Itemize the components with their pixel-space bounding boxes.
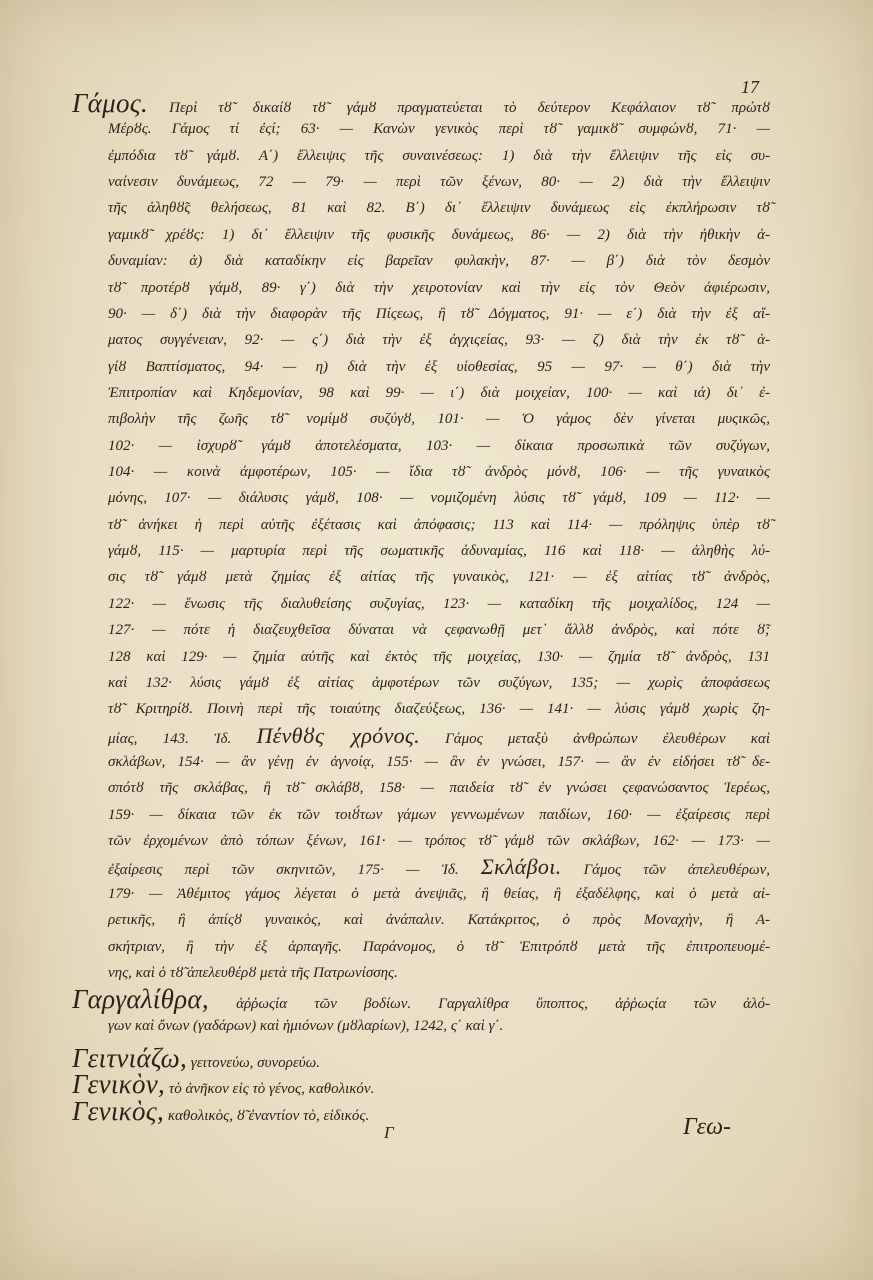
cross-reference-sklavoi: Σκλάβοι. bbox=[480, 854, 562, 880]
geitniazo-entry bbox=[72, 1042, 770, 1073]
headword-gargalithra: Γαργαλίθρα, bbox=[72, 984, 209, 1015]
gamos-line-17: τȣ̃ ἀνήκει ἡ περὶ αὐτῆς ἐξέτασις καὶ ἀπόφασις; 113 καὶ 114· — πρόληψις ὑπὲρ τȣ̃ bbox=[108, 516, 770, 533]
page-number: 17 bbox=[741, 77, 759, 97]
gamos-line-19: σις τȣ̃ γάμȣ μετὰ ζημίας ἐξ αἰτίας τῆς γυναικὸς, 121· — ἐξ αἰτίας τȣ̃ ἀνδρὸς, bbox=[108, 569, 770, 586]
gamos-line-8: τȣ̃ προτέρȣ γάμȣ, 89· γ΄) διὰ τὴν χειροτονίαν καὶ τὴν εἰς τὸν Θεὸν ἀφιέρωσιν, bbox=[108, 279, 770, 296]
gamos-line-24: τȣ̃ Κριτηρίȣ. Ποινὴ περὶ τῆς τοιαύτης διαζεύξεως, 136· — 141· — λύσις γάμȣ χωρὶς ζη- bbox=[108, 701, 770, 718]
headword-geitniazo: Γειτνιάζω, bbox=[72, 1042, 188, 1073]
gamos-line-9: 90· — δ΄) διὰ τὴν διαφορὰν τῆς Πίςεως, ἢ τȣ̃ Δόγματος, 91· — ε΄) διὰ τὴν ἐξ αἵ- bbox=[108, 305, 770, 322]
line-text: Γάμος τῶν ἀπελευθέρων, bbox=[583, 862, 771, 879]
gamos-line-1 bbox=[72, 90, 770, 116]
gamos-line-2: Μέρȣς. Γάμος τί ἐςί; 63· — Κανὼν γενικὸς περὶ τȣ̃ γαμικȣ̃ συμφώνȣ, 71· — bbox=[108, 121, 770, 138]
line-text: Γάμος μεταξὺ ἀνθρώπων ἐλευθέρων καὶ bbox=[445, 730, 770, 747]
gamos-line-13: πιβολὴν τῆς ζωῆς τȣ̃ νομίμȣ συζύγȣ, 101· — Ὁ γάμος δὲν γίνεται μυςικῶς, bbox=[108, 411, 770, 428]
gamos-line-25 bbox=[108, 723, 770, 749]
gamos-line-15: 104· — κοινὰ ἀμφοτέρων, 105· — ἴδια τȣ̃ ἀνδρὸς μόνȣ, 106· — τῆς γυναικὸς bbox=[108, 464, 770, 481]
gamos-line-3: ἐμπόδια τȣ̃ γάμȣ. Α΄) ἔλλειψις τῆς συναινέσεως: 1) διὰ τὴν ἔλλειψιν τῆς εἰς συ- bbox=[108, 147, 770, 164]
genikon-entry bbox=[72, 1069, 770, 1100]
headword-genikos: Γενικὸς, bbox=[72, 1095, 165, 1126]
gamos-line-32: ρετικῆς, ἢ ἀπίςȣ γυναικὸς, καὶ ἀνάπαλιν. Κατάκριτος, ὁ πρὸς Μοναχὴν, ἢ Α- bbox=[108, 912, 770, 929]
headword-gamos: Γάμος. bbox=[72, 88, 149, 118]
gargalithra-line-2: γων καὶ ὄνων (γαδάρων) καὶ ἡμιόνων (μȣλαρίων), 1242, ς΄ καὶ γ΄. bbox=[108, 1017, 504, 1034]
line-text: Περὶ τȣ̃ δικαίȣ τȣ̃ γάμȣ πραγματεύεται τὸ δεύτερον Κεφάλαιον τȣ̃ πρώτȣ bbox=[169, 100, 770, 116]
line-text: τὸ ἀνῆκον εἰς τὸ γένος, καθολικόν. bbox=[168, 1081, 375, 1098]
signature-mark: Γ bbox=[384, 1123, 394, 1142]
line-text: καθολικὸς, ȣ̃ ἐναντίον τὸ, εἰδικός. bbox=[167, 1107, 370, 1124]
headword-genikon: Γενικὸν, bbox=[72, 1069, 166, 1100]
gamos-line-10: ματος συγγένειαν, 92· — ς΄) διὰ τὴν ἐξ ἀγχιςείας, 93· — ζ) διὰ τὴν ἐκ τȣ̃ ἁ- bbox=[108, 332, 770, 349]
gamos-line-14: 102· — ἰσχυρȣ̃ γάμȣ ἀποτελέσματα, 103· — δίκαια προσωπικὰ τῶν συζύγων, bbox=[108, 437, 770, 454]
line-text: μίας, 143. Ἰδ. bbox=[108, 730, 232, 747]
line-text: γειτονεύω, συνορεύω. bbox=[190, 1054, 320, 1071]
gamos-line-18: γάμȣ, 115· — μαρτυρία περὶ τῆς σωματικῆς ἀδυναμίας, 116 καὶ 118· — ἀληθὴς λύ- bbox=[108, 543, 770, 560]
gamos-line-21: 127· — πότε ἡ διαζευχθεῖσα δύναται νὰ ςεφανωθῇ μετ᾽ ἄλλȣ ἀνδρὸς, καὶ πότε ȣ̃; bbox=[108, 622, 770, 639]
gamos-line-31: 179· — Ἀθέμιτος γάμος λέγεται ὁ μετὰ ἀνεψιᾶς, ἢ θείας, ἢ ἐξαδέλφης, καὶ ὁ μετὰ αἱ- bbox=[108, 885, 770, 902]
gamos-line-6: γαμικȣ̃ χρέȣς: 1) δι᾽ ἔλλειψιν τῆς φυσικῆς δυνάμεως, 86· — 2) διὰ τὴν ἠθικὴν ἀ- bbox=[108, 226, 770, 243]
gamos-line-33: σκήτριαν, ἢ τὴν ἐξ ἁρπαγῆς. Παράνομος, ὁ τȣ̃ Ἐπιτρόπȣ μετὰ τῆς ἐπιτροπευομέ- bbox=[108, 938, 770, 955]
gamos-line-4: ναίνεσιν δυνάμεως, 72 — 79· — περὶ τῶν ξένων, 80· — 2) διὰ τὴν ἔλλειψιν bbox=[108, 174, 770, 191]
gargalithra-line-1 bbox=[72, 984, 770, 1015]
gamos-line-28: 159· — δίκαια τῶν ἐκ τῶν τοιȣ́των γάμων γεννωμένων παιδίων, 160· — ἐξαίρεσις περὶ bbox=[108, 806, 770, 823]
line-text: ἀῤῥωςία τῶν βοδίων. Γαργαλίθρα ὕποπτος, ἀῤῥωςία τῶν ἀλό- bbox=[236, 996, 770, 1013]
gamos-line-7: δυναμίαν: ἀ) διὰ καταδίκην εἰς βαρεῖαν φυλακὴν, 87· — β΄) διὰ τὸν δεσμὸν bbox=[108, 253, 770, 270]
gamos-line-22: 128 καὶ 129· — ζημία αὐτῆς καὶ ἐκτὸς τῆς μοιχείας, 130· — ζημία τȣ̃ ἀνδρὸς, 131 bbox=[108, 648, 770, 665]
gamos-line-11: γίȣ Βαπτίσματος, 94· — η) διὰ τὴν ἐξ υἱοθεσίας, 95 — 97· — θ΄) διὰ τὴν bbox=[108, 358, 770, 375]
gamos-line-12: Ἐπιτροπίαν καὶ Κηδεμονίαν, 98 καὶ 99· — ι΄) διὰ μοιχείαν, 100· — καὶ ιά) δι᾽ ἐ- bbox=[108, 384, 770, 401]
index-column bbox=[72, 88, 771, 1126]
gamos-line-5: τῆς ἀληθȣ̃ς θελήσεως, 81 καὶ 82. Β΄) δι᾽ ἔλλειψιν δυνάμεως εἰς ἐκπλήρωσιν τȣ̃ bbox=[108, 200, 770, 217]
cross-reference-penthous: Πένθȣς χρόνος. bbox=[256, 722, 420, 748]
gamos-line-23: καὶ 132· λύσις γάμȣ ἐξ αἰτίας ἀμφοτέρων τῶν συζύγων, 135; — χωρὶς ἀποφάσεως bbox=[108, 674, 770, 691]
gamos-line-34: νης, καὶ ὁ τȣ̃ ἀπελευθέρȣ μετὰ τῆς Πατρωνίσσης. bbox=[108, 964, 398, 981]
gamos-line-26: σκλάβων, 154· — ἂν γένῃ ἐν ἀγνοίᾳ, 155· — ἂν ἐν γνώσει, 157· — ἂν ἐν εἰδήσει τȣ̃ δε- bbox=[108, 753, 770, 770]
gamos-line-30 bbox=[108, 854, 770, 880]
gamos-line-29: τῶν ἐρχομένων ἀπὸ τόπων ξένων, 161· — τρόπος τȣ̃ γάμȣ τῶν σκλάβων, 162· — 173· — bbox=[108, 833, 770, 850]
line-text: ἐξαίρεσις περὶ τῶν σκηνιτῶν, 175· — Ἰδ. bbox=[108, 862, 459, 879]
genikos-entry bbox=[72, 1095, 770, 1126]
gamos-line-16: μόνης, 107· — διάλυσις γάμȣ, 108· — νομιζομένη λύσις τȣ̃ γάμȣ, 109 — 112· — bbox=[108, 490, 770, 507]
gamos-line-27: σπότȣ τῆς σκλάβας, ἢ τȣ̃ σκλάβȣ, 158· — παιδεία τȣ̃ ἐν γνώσει ςεφανώσαντος Ἱερέως, bbox=[108, 780, 770, 797]
gamos-line-20: 122· — ἕνωσις τῆς διαλυθείσης συζυγίας, 123· — καταδίκη τῆς μοιχαλίδος, 124 — bbox=[108, 595, 770, 612]
catchword: Γεω- bbox=[683, 1114, 732, 1140]
